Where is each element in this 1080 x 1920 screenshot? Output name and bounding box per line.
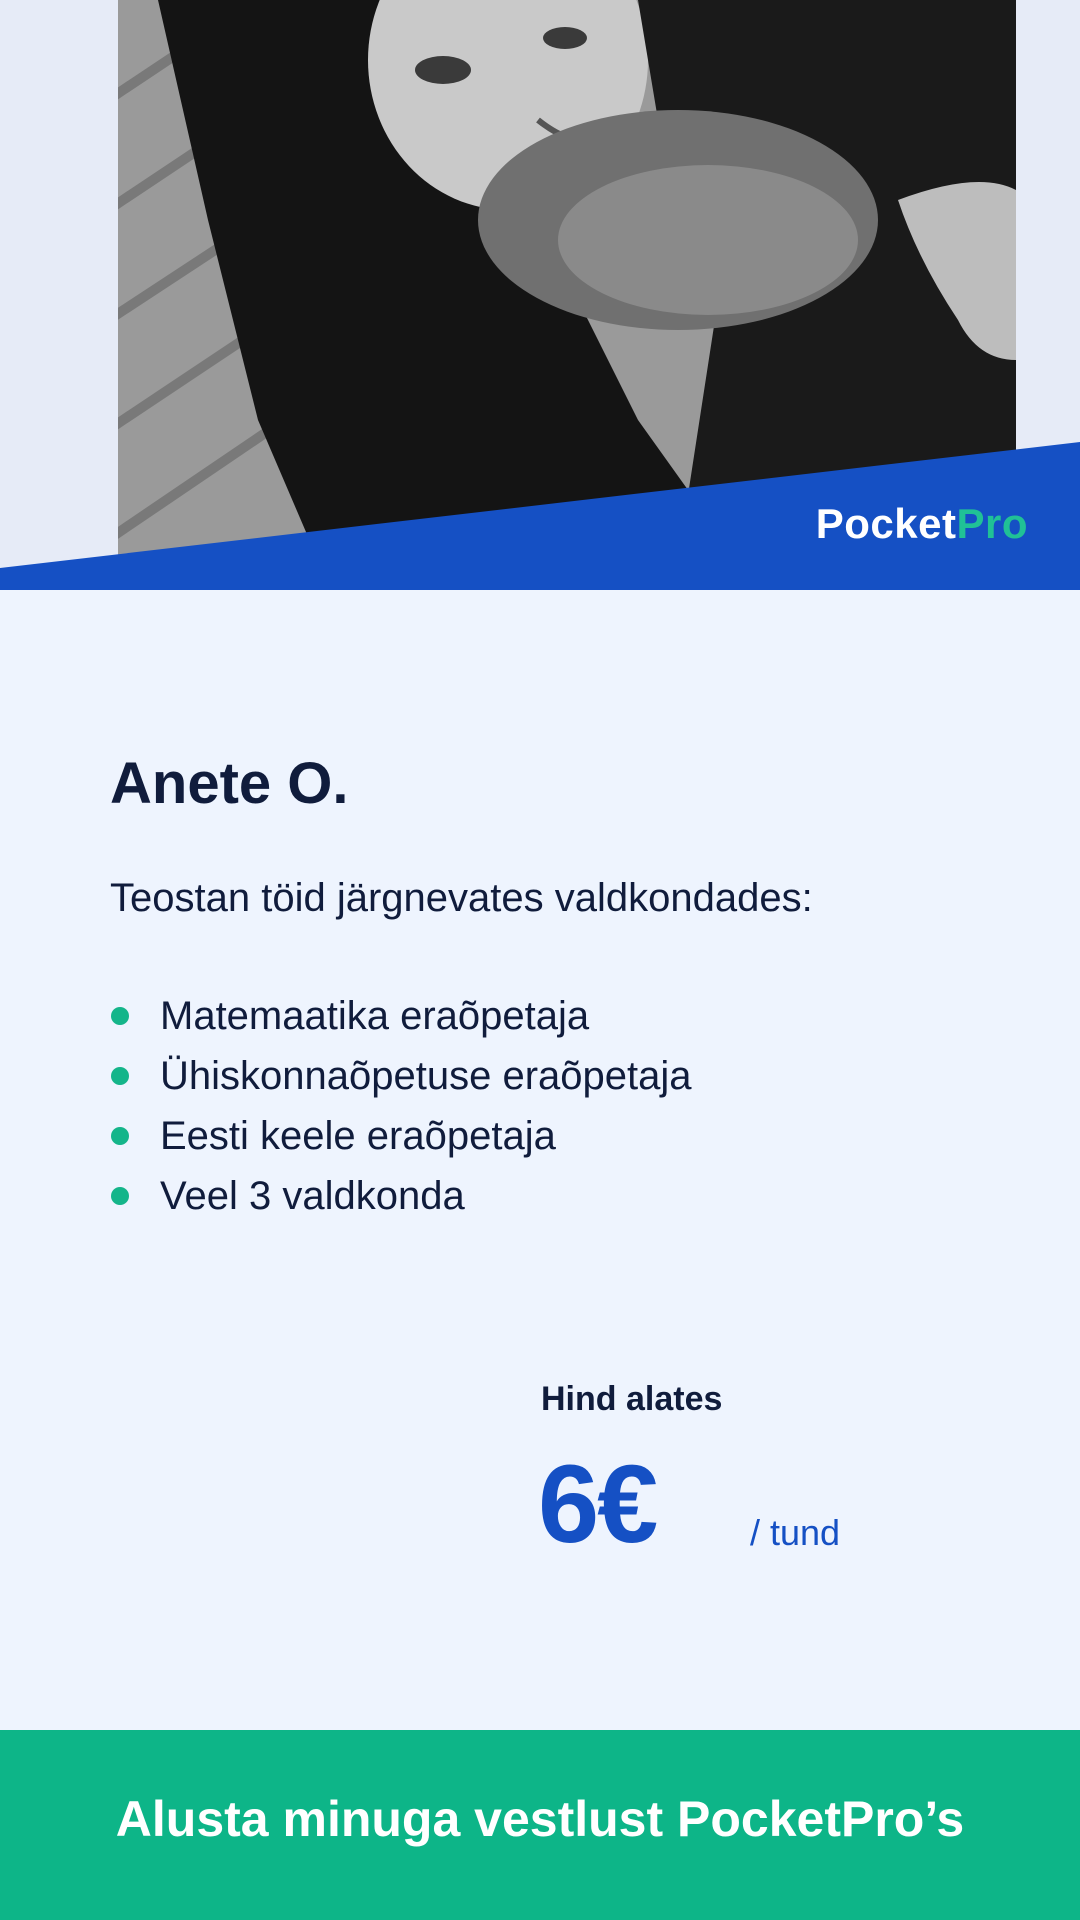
start-chat-button[interactable] (0, 1730, 1080, 1920)
list-item (110, 1106, 692, 1166)
list-item (110, 1046, 692, 1106)
logo-text-pocket: Pocket (815, 500, 957, 547)
more-fields-link[interactable]: Veel 3 valdkonda (160, 1174, 465, 1218)
start-chat-label: Alusta minuga vestlust PocketPro’s (115, 1791, 965, 1847)
list-item (110, 986, 692, 1046)
field-label: Ühiskonnaõpetuse eraõpetaja (160, 1054, 692, 1098)
price-value: 6€ (538, 1443, 657, 1566)
price-label: Hind alates (541, 1380, 723, 1418)
bullet-icon (111, 1007, 129, 1025)
fields-intro: Teostan töid järgnevates valdkondades: (110, 876, 813, 920)
fields-list (110, 986, 692, 1226)
price-unit: / tund (750, 1512, 841, 1553)
bullet-icon (111, 1127, 129, 1145)
bullet-icon (111, 1187, 129, 1205)
profile-name: Anete O. (110, 751, 349, 816)
logo-text-pro: Pro (956, 500, 1028, 547)
hero-banner (0, 0, 1080, 590)
pocketpro-logo (816, 500, 1028, 548)
field-label: Matemaatika eraõpetaja (160, 994, 590, 1038)
list-item[interactable] (110, 1166, 692, 1226)
field-label: Eesti keele eraõpetaja (160, 1114, 556, 1158)
bullet-icon (111, 1067, 129, 1085)
